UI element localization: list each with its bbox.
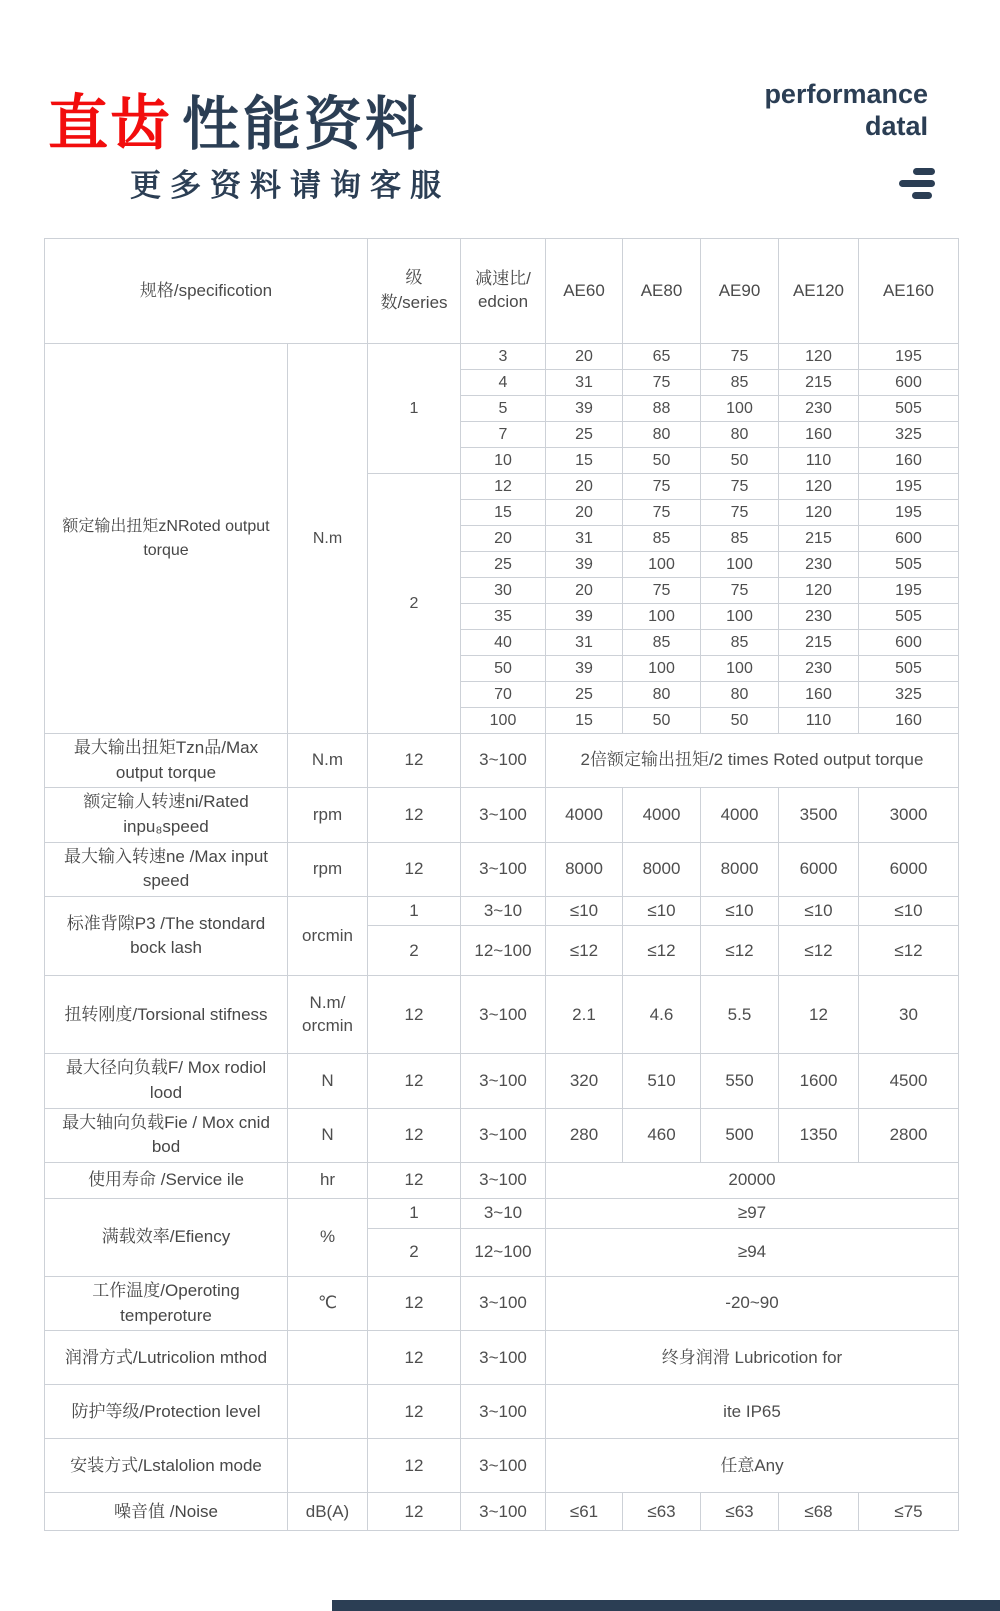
value-cell: 230 (779, 656, 859, 682)
ratio-cell: 3~100 (461, 976, 546, 1054)
value-cell: 39 (546, 604, 623, 630)
row-service-life (45, 1163, 959, 1199)
performance-label-line1: performance (764, 79, 928, 109)
value-cell: 85 (701, 630, 779, 656)
ratio-cell: 3~10 (461, 896, 546, 926)
value-cell: ≤10 (623, 896, 701, 926)
row-operating-temperature (45, 1277, 959, 1331)
unit-cell: dB(A) (288, 1493, 368, 1531)
series-cell: 12 (368, 734, 461, 788)
ratio-cell: 100 (461, 708, 546, 734)
value-cell: 460 (623, 1108, 701, 1162)
value-cell: 100 (623, 656, 701, 682)
value-cell: 75 (701, 474, 779, 500)
value-cell: 230 (779, 396, 859, 422)
series-cell: 12 (368, 1385, 461, 1439)
value-cell: 600 (859, 370, 959, 396)
subtitle-cn: 更多资料请询客服 (130, 168, 450, 203)
ratio-cell: 70 (461, 682, 546, 708)
value-cell: 15 (546, 708, 623, 734)
value-cell: 160 (859, 708, 959, 734)
value-cell: 505 (859, 552, 959, 578)
value-cell: 85 (623, 630, 701, 656)
title-red-cn: 直齿 (48, 90, 172, 157)
value-cell: 25 (546, 682, 623, 708)
row-label: 润滑方式/Lutricolion mthod (45, 1331, 288, 1385)
unit-cell: % (288, 1199, 368, 1277)
bar-middle (899, 180, 935, 187)
merged-value-cell: 20000 (546, 1163, 959, 1199)
value-cell: ≤12 (623, 926, 701, 976)
row-torsional-stiffness (45, 976, 959, 1054)
unit-cell (288, 1331, 368, 1385)
row-label: 噪音值 /Noise (45, 1493, 288, 1531)
ratio-cell: 20 (461, 526, 546, 552)
header-spec: 规格/specificotion (45, 239, 368, 344)
value-cell: 50 (623, 708, 701, 734)
row-label: 最大输入转速ne /Max input speed (45, 842, 288, 896)
row-label: 额定输人转速ni/Rated inpu₈speed (45, 788, 288, 842)
value-cell: 85 (701, 370, 779, 396)
merged-value-cell: 2倍额定输出扭矩/2 times Roted output torque (546, 734, 959, 788)
value-cell: ≤10 (701, 896, 779, 926)
value-cell: 280 (546, 1108, 623, 1162)
value-cell: 15 (546, 448, 623, 474)
value-cell: 160 (779, 422, 859, 448)
value-cell: 39 (546, 396, 623, 422)
ratio-cell: 3~10 (461, 1199, 546, 1229)
ratio-cell: 3~100 (461, 788, 546, 842)
ratio-cell: 7 (461, 422, 546, 448)
series-cell: 12 (368, 1163, 461, 1199)
value-cell: 1600 (779, 1054, 859, 1108)
series-cell: 2 (368, 1229, 461, 1277)
value-cell: 85 (623, 526, 701, 552)
value-cell: 195 (859, 500, 959, 526)
value-cell: ≤12 (859, 926, 959, 976)
value-cell: 325 (859, 422, 959, 448)
row-label: 满载效率/Efiency (45, 1199, 288, 1277)
header-ratio (461, 239, 546, 344)
value-cell: 215 (779, 370, 859, 396)
value-cell: 20 (546, 578, 623, 604)
bar-top (913, 168, 935, 175)
value-cell: 195 (859, 474, 959, 500)
value-cell: 100 (701, 604, 779, 630)
value-cell: 110 (779, 448, 859, 474)
value-cell: 5.5 (701, 976, 779, 1054)
page-header (0, 0, 1000, 220)
value-cell: 25 (546, 422, 623, 448)
row-max-output-torque (45, 734, 959, 788)
value-cell: ≤12 (701, 926, 779, 976)
ratio-cell: 25 (461, 552, 546, 578)
value-cell: 1350 (779, 1108, 859, 1162)
value-cell: 4500 (859, 1054, 959, 1108)
ratio-cell: 40 (461, 630, 546, 656)
header-ratio-line1: 减速比/ (475, 269, 531, 289)
ratio-cell: 3~100 (461, 734, 546, 788)
value-cell: ≤10 (779, 896, 859, 926)
row-label: 最大轴向负载Fie / Mox cnid bod (45, 1108, 288, 1162)
row-label: 最大输出扭矩Tzn品/Max output torque (45, 734, 288, 788)
page-title (48, 76, 426, 162)
value-cell: 31 (546, 370, 623, 396)
value-cell: ≤61 (546, 1493, 623, 1531)
merged-value-cell: ≥97 (546, 1199, 959, 1229)
value-cell: 550 (701, 1054, 779, 1108)
header-model-ae60: AE60 (546, 239, 623, 344)
value-cell: 120 (779, 344, 859, 370)
ratio-cell: 10 (461, 448, 546, 474)
unit-cell: N (288, 1054, 368, 1108)
unit-cell (288, 1439, 368, 1493)
value-cell: 2800 (859, 1108, 959, 1162)
ratio-cell: 12 (461, 474, 546, 500)
value-cell: 325 (859, 682, 959, 708)
row-label: 安装方式/Lstalolion mode (45, 1439, 288, 1493)
series-1-cell: 1 (368, 344, 461, 474)
merged-value-cell: -20~90 (546, 1277, 959, 1331)
bar-bottom (912, 192, 932, 199)
row-rated-input-speed (45, 788, 959, 842)
row-efficiency-1 (45, 1199, 959, 1229)
value-cell: 320 (546, 1054, 623, 1108)
value-cell: 80 (701, 422, 779, 448)
ratio-cell: 5 (461, 396, 546, 422)
series-cell: 1 (368, 896, 461, 926)
value-cell: ≤12 (546, 926, 623, 976)
header-model-ae80: AE80 (623, 239, 701, 344)
value-cell: 75 (701, 578, 779, 604)
value-cell: ≤63 (623, 1493, 701, 1531)
row-max-radial-load (45, 1054, 959, 1108)
table-header-row (45, 239, 959, 344)
ratio-cell: 30 (461, 578, 546, 604)
series-cell: 12 (368, 788, 461, 842)
value-cell: 50 (701, 708, 779, 734)
performance-data-table (44, 238, 959, 1531)
value-cell: 600 (859, 526, 959, 552)
value-cell: ≤63 (701, 1493, 779, 1531)
value-cell: 4000 (623, 788, 701, 842)
value-cell: 20 (546, 474, 623, 500)
header-model-ae160: AE160 (859, 239, 959, 344)
value-cell: 85 (701, 526, 779, 552)
value-cell: 80 (701, 682, 779, 708)
series-cell: 12 (368, 976, 461, 1054)
value-cell: 50 (623, 448, 701, 474)
unit-cell (288, 976, 368, 1054)
value-cell: 120 (779, 578, 859, 604)
value-cell: 3500 (779, 788, 859, 842)
value-cell: 75 (701, 344, 779, 370)
unit-cell: N.m (288, 734, 368, 788)
ratio-cell: 12~100 (461, 1229, 546, 1277)
value-cell: 75 (701, 500, 779, 526)
value-cell: 75 (623, 474, 701, 500)
value-cell: 195 (859, 578, 959, 604)
value-cell: 505 (859, 656, 959, 682)
ratio-cell: 3~100 (461, 1054, 546, 1108)
value-cell: 30 (859, 976, 959, 1054)
value-cell: 20 (546, 344, 623, 370)
ratio-cell: 3~100 (461, 1439, 546, 1493)
value-cell: 4.6 (623, 976, 701, 1054)
row-installation-mode (45, 1439, 959, 1493)
ratio-cell: 3~100 (461, 1108, 546, 1162)
row-lubrication-method (45, 1331, 959, 1385)
series-cell: 12 (368, 1277, 461, 1331)
value-cell: ≤10 (859, 896, 959, 926)
value-cell: 6000 (859, 842, 959, 896)
unit-line1: N.m/ (309, 993, 346, 1013)
header-model-ae90: AE90 (701, 239, 779, 344)
value-cell: 160 (779, 682, 859, 708)
series-cell: 2 (368, 926, 461, 976)
ratio-cell: 35 (461, 604, 546, 630)
value-cell: 4000 (701, 788, 779, 842)
value-cell: 75 (623, 578, 701, 604)
ratio-cell: 3~100 (461, 1385, 546, 1439)
value-cell: 505 (859, 604, 959, 630)
row-label: 标准背隙P3 /The stondard bock lash (45, 896, 288, 976)
series-cell: 12 (368, 1331, 461, 1385)
value-cell: 4000 (546, 788, 623, 842)
ratio-cell: 3 (461, 344, 546, 370)
value-cell: 110 (779, 708, 859, 734)
row-max-input-speed (45, 842, 959, 896)
menu-bars-icon (893, 168, 935, 202)
rated-torque-unit: N.m (288, 344, 368, 734)
header-ratio-line2: edcion (477, 292, 529, 311)
value-cell: 88 (623, 396, 701, 422)
ratio-cell: 15 (461, 500, 546, 526)
value-cell: ≤75 (859, 1493, 959, 1531)
value-cell: 8000 (546, 842, 623, 896)
value-cell: 510 (623, 1054, 701, 1108)
series-cell: 12 (368, 1493, 461, 1531)
unit-cell: N (288, 1108, 368, 1162)
unit-cell: rpm (288, 788, 368, 842)
header-series: 级数/series (368, 239, 461, 344)
value-cell: 215 (779, 630, 859, 656)
ratio-cell: 3~100 (461, 1493, 546, 1531)
value-cell: 100 (623, 552, 701, 578)
value-cell: 500 (701, 1108, 779, 1162)
unit-cell: hr (288, 1163, 368, 1199)
value-cell: 160 (859, 448, 959, 474)
row-backlash-1 (45, 896, 959, 926)
value-cell: ≤10 (546, 896, 623, 926)
value-cell: 230 (779, 552, 859, 578)
ratio-cell: 3~100 (461, 1163, 546, 1199)
torque-row-s1-r3 (45, 344, 959, 370)
value-cell: 215 (779, 526, 859, 552)
value-cell: 75 (623, 500, 701, 526)
value-cell: 195 (859, 344, 959, 370)
value-cell: 505 (859, 396, 959, 422)
ratio-cell: 3~100 (461, 1277, 546, 1331)
value-cell: 39 (546, 656, 623, 682)
value-cell: 50 (701, 448, 779, 474)
row-label: 使用寿命 /Service ile (45, 1163, 288, 1199)
header-model-ae120: AE120 (779, 239, 859, 344)
series-2-cell: 2 (368, 474, 461, 734)
rated-torque-label: 额定输出扭矩zNRoted output torque (45, 344, 288, 734)
value-cell: 100 (701, 552, 779, 578)
value-cell: 12 (779, 976, 859, 1054)
row-label: 最大径向负载F/ Mox rodiol lood (45, 1054, 288, 1108)
value-cell: 6000 (779, 842, 859, 896)
series-cell: 1 (368, 1199, 461, 1229)
series-cell: 12 (368, 842, 461, 896)
merged-value-cell: ≥94 (546, 1229, 959, 1277)
value-cell: 8000 (701, 842, 779, 896)
value-cell: 20 (546, 500, 623, 526)
value-cell: 80 (623, 682, 701, 708)
ratio-cell: 50 (461, 656, 546, 682)
value-cell: 65 (623, 344, 701, 370)
value-cell: 100 (623, 604, 701, 630)
row-label: 工作温度/Operoting temperoture (45, 1277, 288, 1331)
value-cell: 100 (701, 656, 779, 682)
ratio-cell: 12~100 (461, 926, 546, 976)
unit-cell (288, 1385, 368, 1439)
value-cell: 80 (623, 422, 701, 448)
value-cell: 3000 (859, 788, 959, 842)
series-cell: 12 (368, 1054, 461, 1108)
value-cell: 75 (623, 370, 701, 396)
value-cell: 600 (859, 630, 959, 656)
value-cell: 31 (546, 526, 623, 552)
value-cell: 31 (546, 630, 623, 656)
series-cell: 12 (368, 1108, 461, 1162)
row-label: 防护等级/Protection level (45, 1385, 288, 1439)
series-cell: 12 (368, 1439, 461, 1493)
value-cell: 2.1 (546, 976, 623, 1054)
title-navy-cn: 性能资料 (182, 92, 427, 157)
header-right (764, 78, 928, 142)
value-cell: ≤68 (779, 1493, 859, 1531)
value-cell: 39 (546, 552, 623, 578)
unit-cell: ℃ (288, 1277, 368, 1331)
value-cell: 230 (779, 604, 859, 630)
merged-value-cell: ite IP65 (546, 1385, 959, 1439)
row-max-axial-load (45, 1108, 959, 1162)
unit-cell: rpm (288, 842, 368, 896)
value-cell: 8000 (623, 842, 701, 896)
value-cell: ≤12 (779, 926, 859, 976)
value-cell: 120 (779, 500, 859, 526)
row-noise (45, 1493, 959, 1531)
merged-value-cell: 任意Any (546, 1439, 959, 1493)
row-protection-level (45, 1385, 959, 1439)
value-cell: 120 (779, 474, 859, 500)
row-label: 扭转刚度/Torsional stifness (45, 976, 288, 1054)
ratio-cell: 3~100 (461, 1331, 546, 1385)
performance-label-line2: dataI (864, 111, 928, 141)
bottom-accent-bar (332, 1600, 1000, 1611)
merged-value-cell: 终身润滑 Lubricotion for (546, 1331, 959, 1385)
ratio-cell: 3~100 (461, 842, 546, 896)
ratio-cell: 4 (461, 370, 546, 396)
unit-cell: orcmin (288, 896, 368, 976)
value-cell: 100 (701, 396, 779, 422)
unit-line2: orcmin (301, 1015, 353, 1035)
